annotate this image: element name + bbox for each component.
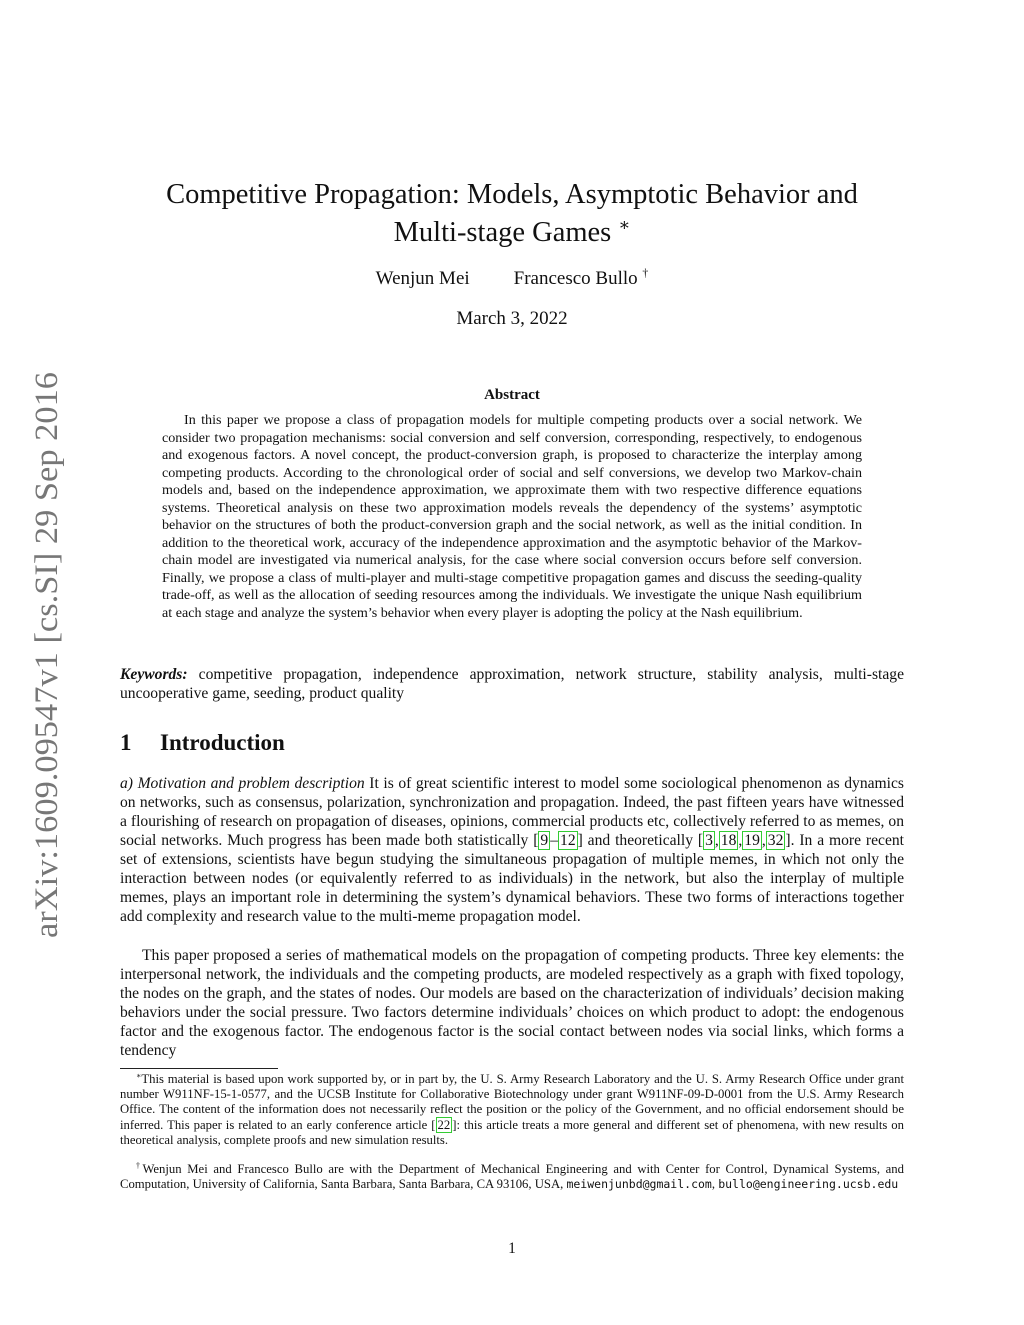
citation-separator: ,	[714, 832, 719, 849]
citation-link[interactable]: 22	[437, 1117, 451, 1132]
keywords-text: competitive propagation, independence approximation, network structure, stability analysis, multi-stage uncooperative game, seeding, product quality	[120, 666, 904, 702]
author-name	[514, 268, 649, 289]
footnote-text: Wenjun Mei and Francesco Bullo are with the Department of Mechanical Engineering and with Center for Control, Dynamical Systems, and Computation, University of California, Santa Barbara, Santa Barbara, CA 93106, USA,	[120, 1162, 904, 1192]
author-footnote-mark: †	[642, 266, 649, 280]
footnote-mark: †	[136, 1160, 143, 1170]
citation-separator: ,	[761, 832, 766, 849]
paragraph-text: It is of great scientific interest to model some sociological phenomenon as dynamics on networks, such as consensus, polarization, synchronization and propagation. Indeed, the past fifteen years have witnessed a flourishing of research on propagation of diseases, opinions, commercial products etc, collectively referred to as memes, on social networks. Much progress has been made both statistically	[120, 775, 904, 849]
title-line-1: Competitive Propagation: Models, Asymptotic Behavior and	[166, 179, 858, 210]
email-link[interactable]: bullo@engineering.ucsb.edu	[718, 1177, 899, 1192]
citation-link[interactable]: 9	[540, 832, 549, 849]
author-list	[120, 268, 904, 290]
citation-link[interactable]: 3	[705, 832, 713, 849]
email-separator: ,	[711, 1177, 719, 1192]
citation-link[interactable]: 19	[744, 832, 760, 849]
paper-date: March 3, 2022	[456, 308, 568, 329]
footnote-mark: ∗	[136, 1070, 142, 1080]
body-paragraph: a) Motivation and problem description It is of great scientific interest to model some sociological phenomenon as dynamics on networks, such as consensus, polarization, synchronization and propagation. Indeed, the past fifteen years have witnessed a flourishing of research on propagation of diseases, opinions, commercial products etc, collectively referred to as memes, on social networks. Much progress has been made both statistically [ 9 – 12 ] and theoretically [ 3 , 18 , 19 , 32 ]. In a more recent set of extensions, scientists have begun studying the simultaneous propagation of multiple memes, in which not only the interaction between nodes (or equivalently referred to as individuals) in the network, but also the interplay of multiple memes, plays an important role in determining the system’s dynamical behaviors. These two forms of interactions together add complexity and research value to the multi-meme propagation model.	[120, 775, 904, 925]
citation-link[interactable]: 12	[560, 832, 576, 849]
abstract-text: In this paper we propose a class of propagation models for multiple competing products over a social network. We consider two propagation mechanisms: social conversion and self conversion, corresponding, respectively, to endogenous and exogenous factors. A novel concept, the product-conversion graph, is proposed to characterize the interplay among competing products. According to the chronological order of social and self conversions, we develop two Markov-chain models and, based on the independence approximation, we approximate them with two respective difference equations systems. Theoretical analysis on these two approximation models reveals the dependency of the systems’ asymptotic behavior on the structures of both the product-conversion graph and the social network, as well as the initial condition. In addition to the theoretical work, accuracy of the independence approximation and the asymptotic behavior of the Markov-chain model are investigated via numerical analysis, for the case where social conversion occurs before self conversion. Finally, we propose a class of multi-player and multi-stage competitive propagation games and discuss the seeding-quality trade-off, as well as the allocation of seeding resources among the individuals. We investigate the unique Nash equilibrium at each stage and analyze the system’s behavior when every player is adopting the policy at the Nash equilibrium.	[162, 412, 862, 621]
citation-separator: ,	[738, 832, 743, 849]
arxiv-identifier-graphic	[26, 370, 66, 940]
footnote-divider	[120, 1068, 278, 1069]
paper-title	[120, 176, 904, 252]
page-number: 1	[508, 1240, 516, 1257]
author-name: Wenjun Mei	[375, 268, 470, 289]
citation-link[interactable]: 18	[720, 832, 737, 849]
paragraph-runin-heading: a) Motivation and problem description	[120, 775, 365, 792]
footnote-funding: ∗This material is based upon work supported by, or in part by, the U. S. Army Research Laboratory and the U. S. Army Research Office under grant number W911NF-15-1-0577, and the UCSB Institute for Collaborative Biotechnology under grant W911NF-09-D-0001 from the U.S. Army Research Office. The content of the information does not necessarily reflect the position or the policy of the Government, and no official endorsement should be inferred. This paper is related to an early conference article [ 22 ]: this article treats a more general and different set of phenomena, with new results on theoretical analysis, complete proofs and new simulation results.	[120, 1070, 904, 1147]
citation-link[interactable]: 32	[767, 832, 784, 849]
abstract-heading: Abstract	[484, 387, 540, 403]
author-name-text: Francesco Bullo	[513, 268, 638, 289]
keywords	[120, 665, 904, 703]
title-footnote-mark: ∗	[618, 214, 631, 235]
section-title: Introduction	[160, 730, 285, 755]
section-heading	[120, 730, 285, 756]
paragraph-text: . In a more recent set of extensions, scientists have begun studying the simultaneous propagation of multiple memes, in which not only the interaction between nodes (or equivalently referred to as individuals) in the network, but also the interplay of multiple memes, plays an important role in determining the system’s dynamical behaviors. These two forms of interactions together add complexity and research value to the multi-meme propagation model.	[120, 832, 904, 925]
body-paragraph: This paper proposed a series of mathematical models on the propagation of competing products. Three key elements: the interpersonal network, the individuals and the competing products, are modeled respectively as a graph with fixed topology, the nodes on the graph, and the states of nodes. Our models are based on the characterization of individuals’ decision making behaviors under the social pressure. Two factors determine individuals’ choices on which product to adopt: the endogenous factor and the exogenous factor. The endogenous factor is the social contact between nodes via social links, which forms a tendency	[120, 947, 904, 1059]
section-number: 1	[120, 730, 132, 755]
footnote-affiliation	[120, 1162, 904, 1192]
arxiv-identifier-text: arXiv:1609.09547v1 [cs.SI] 29 Sep 2016	[29, 395, 65, 938]
keywords-label: Keywords:	[120, 666, 188, 683]
title-line-2: Multi-stage Games	[393, 217, 612, 248]
paragraph-text: and theoretically	[582, 832, 698, 849]
footnote-text: : this article treats a more general and different set of phenomena, with new results on theoretical analysis, complete proofs and new simulation results.	[120, 1117, 904, 1147]
footnote-text: This material is based upon work supported by, or in part by, the U. S. Army Research Laboratory and the U. S. Army Research Office under grant number W911NF-15-1-0577, and the UCSB Institute for Collaborative Biotechnology under grant W911NF-09-D-0001 from the U.S. Army Research Office. The content of the information does not necessarily reflect the position or the policy of the Government, and no official endorsement should be inferred. This paper is related to an early conference article	[120, 1072, 904, 1132]
citation-range-dash: –	[550, 832, 559, 849]
arxiv-identifier-stamp	[26, 370, 66, 940]
email-link[interactable]: meiwenjunbd@gmail.com	[566, 1177, 712, 1192]
